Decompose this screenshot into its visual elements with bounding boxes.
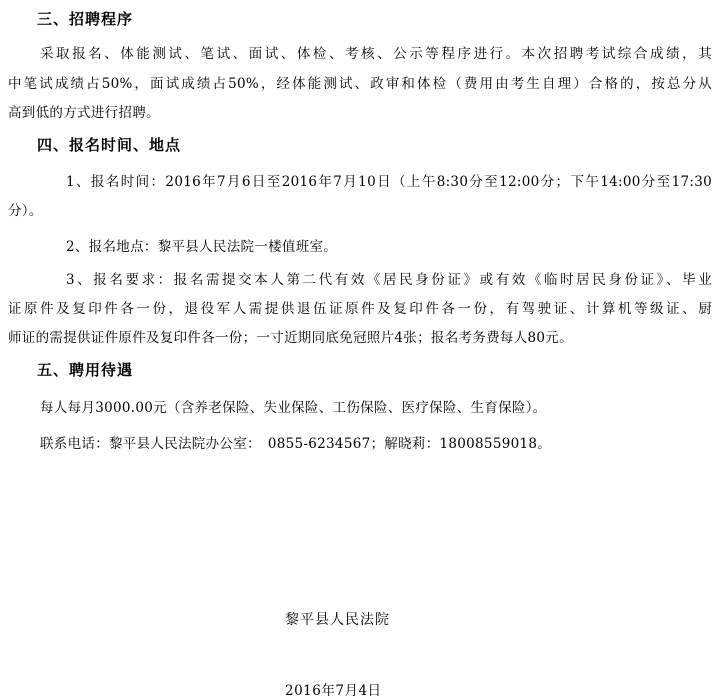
section-3-line-1: 采取报名、体能测试、笔试、面试、体检、考核、公示等程序进行。本次招聘考试综合成绩，其 [40, 46, 712, 62]
section-4-heading: 四、报名时间、地点 [37, 136, 182, 154]
contact-line: 联系电话：黎平县人民法院办公室： 0855-6234567；解晓莉：18008559018。 [40, 436, 552, 452]
section-4-item-1-line-1: 1、报名时间：2016年7月6日至2016年7月10日（上午8:30分至12:00分；下午14:00分至17:30 [66, 174, 712, 190]
section-3-line-3: 高到低的方式进行招聘。 [8, 105, 160, 121]
section-5-heading: 五、聘用待遇 [37, 361, 134, 379]
section-4-item-3-line-1: 3、报名要求：报名需提交本人第二代有效《居民身份证》或有效《临时居民身份证》、毕业 [66, 272, 712, 288]
section-4-item-3-line-3: 师证的需提供证件原件及复印件各一份；一寸近期同底免冠照片4张；报名考务费每人80元。 [8, 330, 573, 346]
section-3-heading: 三、招聘程序 [37, 10, 134, 28]
signature-date: 2016年7月4日 [285, 683, 382, 699]
section-4-item-1-line-2: 分）。 [8, 203, 43, 219]
signature-org: 黎平县人民法院 [285, 612, 390, 628]
section-4-item-2: 2、报名地点：黎平县人民法院一楼值班室。 [66, 239, 338, 255]
section-4-item-3-line-2: 证原件及复印件各一份，退役军人需提供退伍证原件及复印件各一份，有驾驶证、计算机等级证、厨 [8, 301, 712, 317]
section-3-line-2: 中笔试成绩占50%，面试成绩占50%，经体能测试、政审和体检（费用由考生自理）合格的，按总分从 [8, 76, 712, 92]
salary-line: 每人每月3000.00元（含养老保险、失业保险、工伤保险、医疗保险、生育保险）。 [40, 400, 547, 416]
